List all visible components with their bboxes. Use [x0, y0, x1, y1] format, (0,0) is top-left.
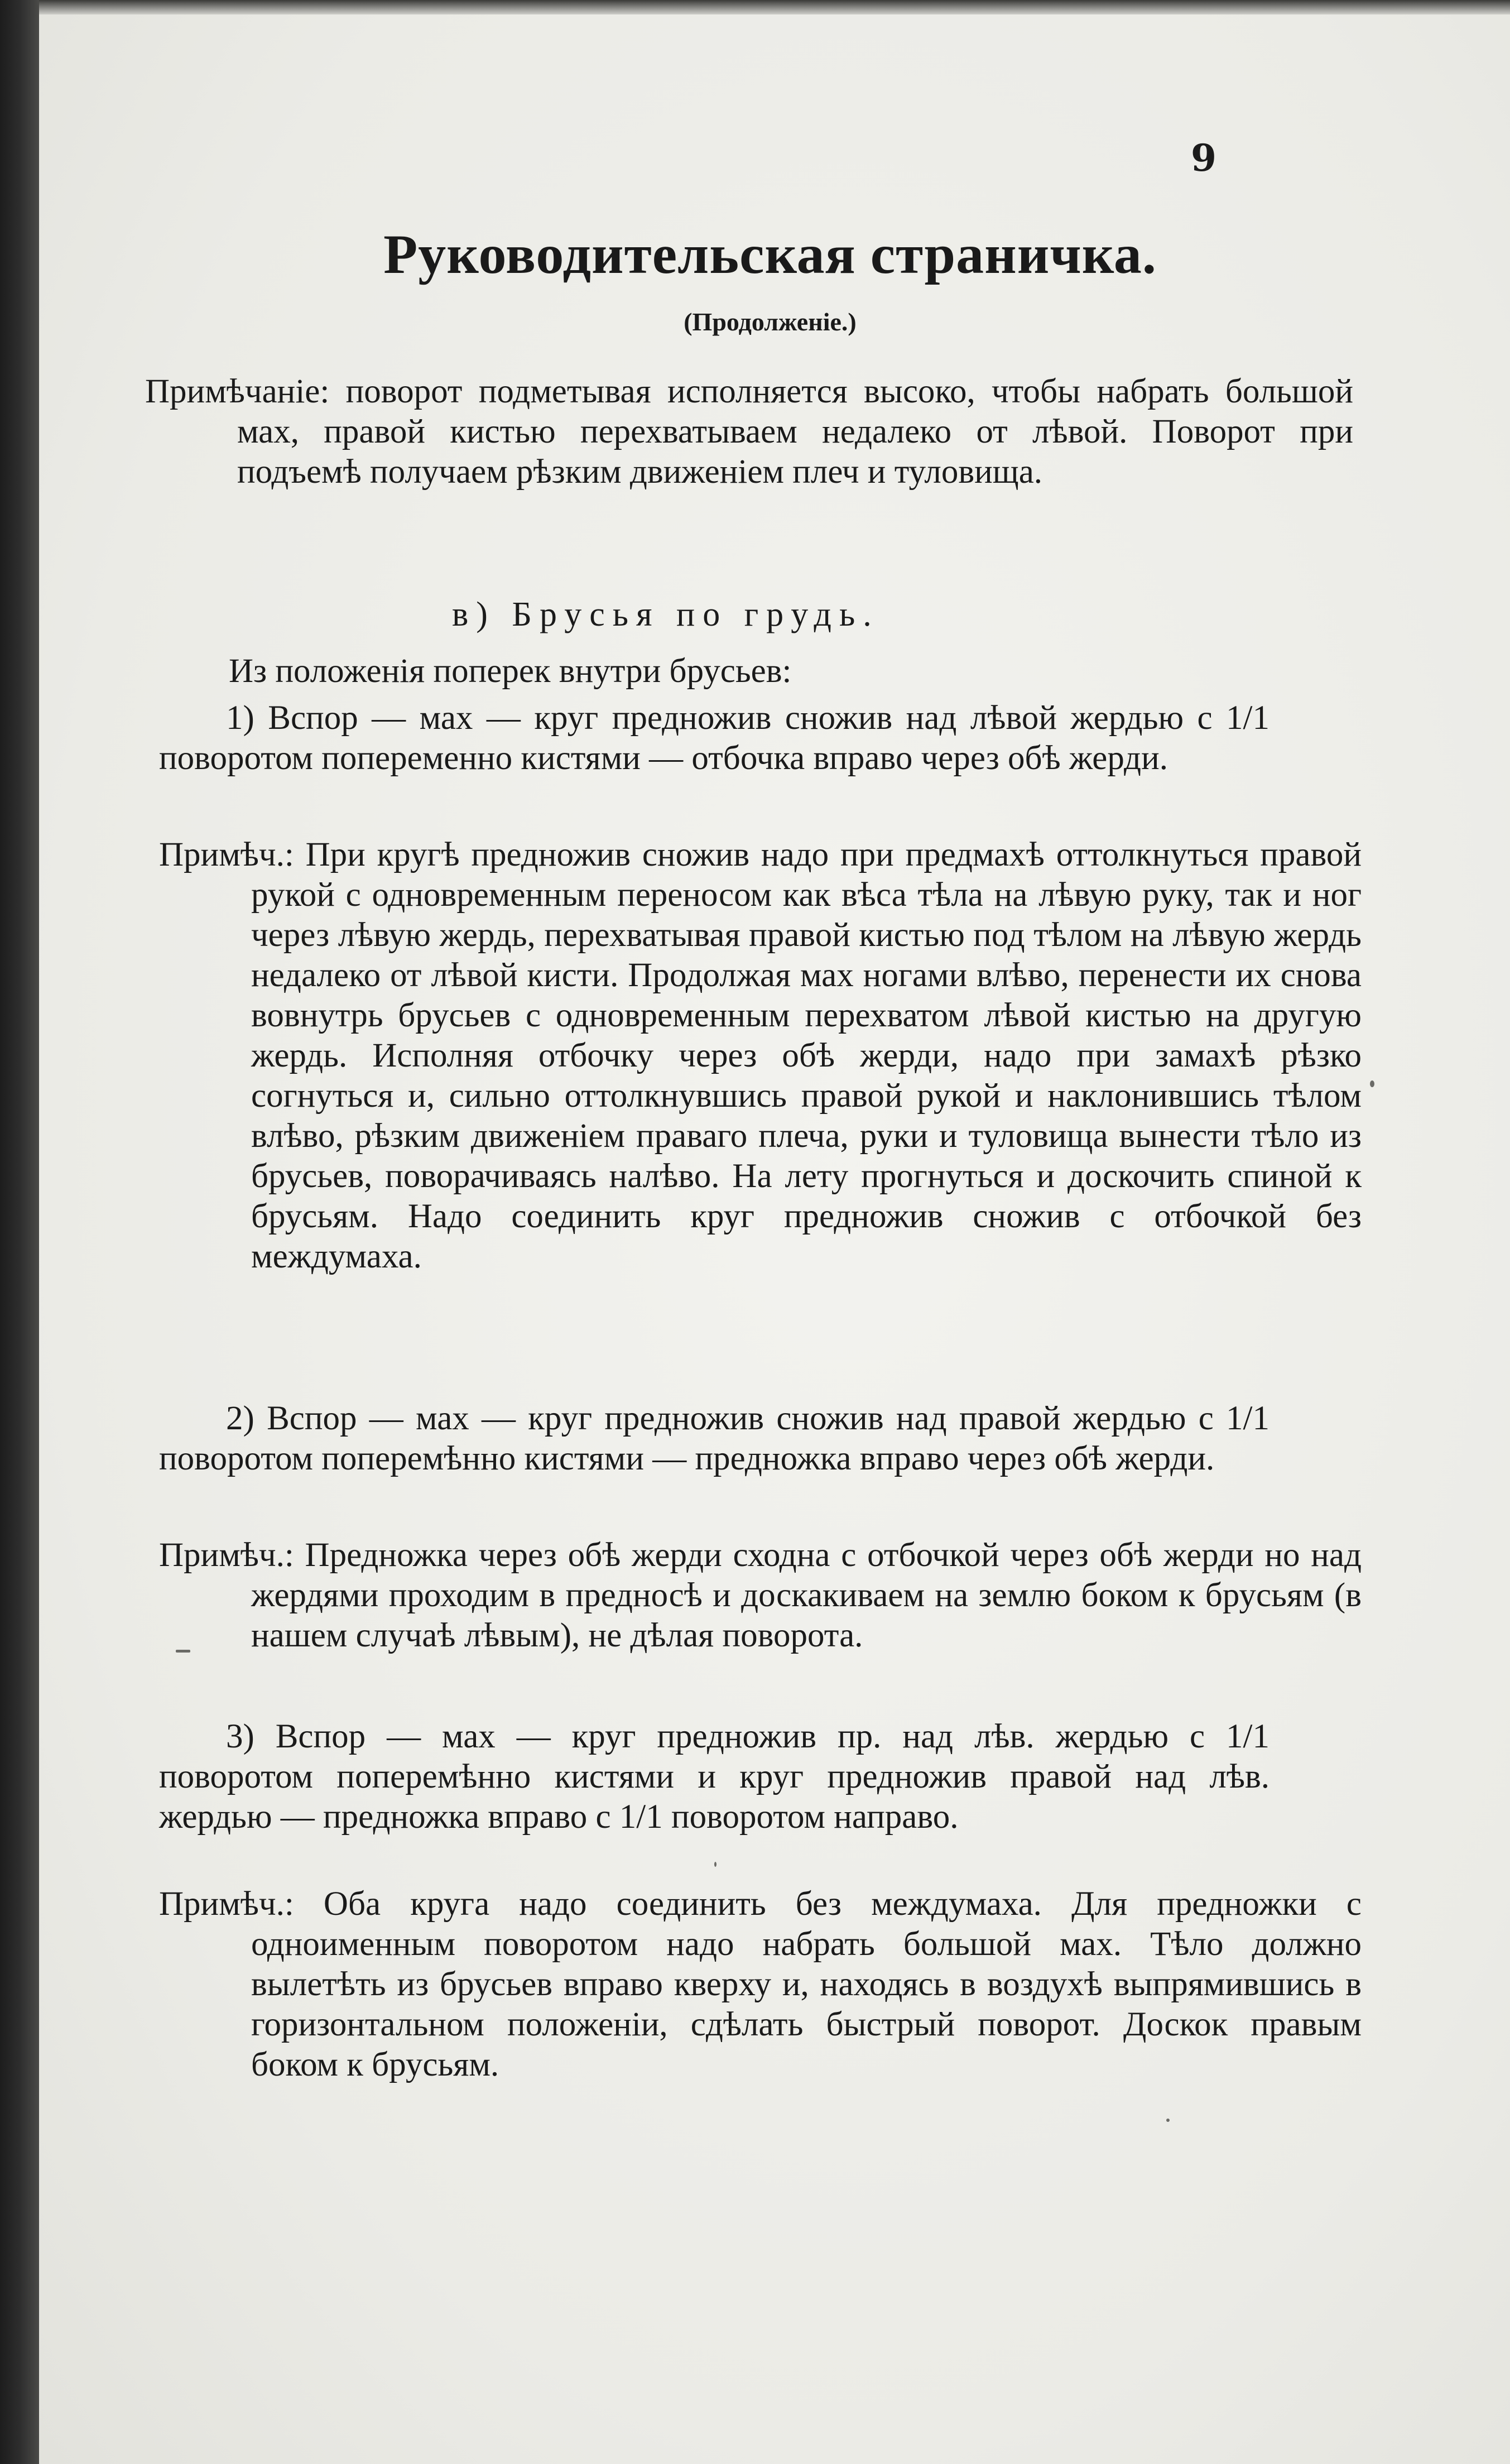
scan-speck [1370, 1080, 1374, 1087]
exercise-note-3: Примѣч.: Оба круга надо соединить без междумаха. Для предножки с одноименным поворотом надо набрать большой мах. Тѣло должно вылетѣть из брусьев вправо кверху и, находясь в воздухѣ выпрямившись в горизонтальном положеніи, сдѣлать быстрый поворот. Доскок правым боком к брусьям. [159, 1885, 1362, 2083]
page-top-edge [39, 0, 1510, 15]
exercise-note-1: Примѣч.: При кругѣ предножив сножив надо при предмахѣ оттолкнуться правой рукой с одновременным переносом как вѣса тѣла на лѣвую руку, так и ног через лѣвую жердь, перехватывая правой кистью под тѣлом на лѣвую жердь недалеко от лѣвой кисти. Продолжая мах ногами влѣво, перенести их снова вовнутрь брусьев с одновременным перехватом лѣвой кистью на другую жердь. Исполняя отбочку через обѣ жерди, надо при замахѣ рѣзко согнуться и, сильно оттолкнувшись правой рукой и наклонившись тѣлом влѣво, рѣзким движеніем праваго плеча, руки и туловища вынести тѣло из брусьев, поворачиваясь налѣво. На лету прогнуться и доскочить спиной к брусьям. Надо соединить круг предножив сножив с отбочкой без междумаха. [159, 836, 1362, 1275]
page-paper [39, 15, 1510, 2464]
page-subtitle: (Продолженіе.) [684, 308, 857, 336]
scan-speck [176, 1650, 190, 1653]
section-heading: в) Брусья по грудь. [452, 595, 879, 633]
page-number: 9 [1191, 136, 1216, 180]
exercise-item-2: 2) Вспор — мах — круг предножив сножив над правой жердью с 1/1 поворотом поперемѣнно кистями — предножка вправо через обѣ жерди. [159, 1400, 1269, 1477]
exercise-item-3: 3) Вспор — мах — круг предножив пр. над лѣв. жердью с 1/1 поворотом поперемѣнно кистями и круг предножив правой над лѣв. жердью — предножка вправо с 1/1 поворотом направо. [159, 1718, 1269, 1836]
scan-speck [714, 1862, 716, 1867]
position-line: Из положенія поперек внутри брусьев: [229, 652, 792, 690]
note-intro: Примѣчаніе: поворот подметывая исполняется высоко, чтобы набрать большой мах, правой кистью перехватываем недалеко от лѣвой. Поворот при подъемѣ получаем рѣзким движеніем плеч и туловища. [145, 373, 1353, 491]
book-binding-edge [0, 0, 39, 2464]
page-title: Руководительская страничка. [383, 223, 1157, 285]
scan-speck [1166, 2119, 1170, 2122]
exercise-note-2: Примѣч.: Предножка через обѣ жерди сходна с отбочкой через обѣ жерди но над жердями проходим в предносѣ и доскакиваем на землю боком к брусьям (в нашем случаѣ лѣвым), не дѣлая поворота. [159, 1536, 1362, 1654]
exercise-item-1: 1) Вспор — мах — круг предножив сножив над лѣвой жердью с 1/1 поворотом попеременно кистями — отбочка вправо через обѣ жерди. [159, 699, 1269, 777]
